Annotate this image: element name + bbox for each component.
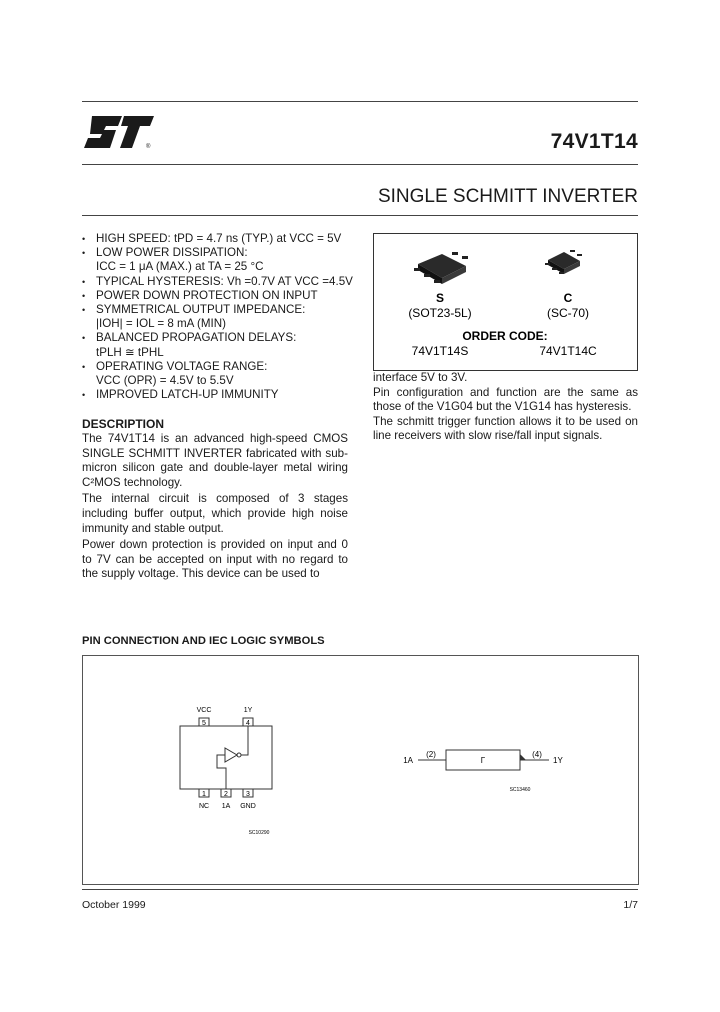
bullet-icon: • <box>82 276 86 287</box>
st-logo-icon <box>82 108 156 156</box>
feature-subitem: |IOH| = IOL = 8 mA (MIN) <box>96 317 226 331</box>
iec-output-triangle-icon <box>520 754 526 760</box>
description-paragraph: Power down protection is provided on input and 0 to 7V can be accepted on input with no regard to the supply voltage. This device can be used to <box>82 538 348 581</box>
pin-3-number: 3 <box>246 791 250 798</box>
pin-4-number: 4 <box>246 720 250 727</box>
pin-1-number: 1 <box>202 791 206 798</box>
iec-input-label: 1A <box>403 756 413 765</box>
sot23-chip-icon <box>414 252 468 284</box>
bullet-icon: • <box>82 390 86 401</box>
right-column-text <box>373 371 638 444</box>
package-s-letter: S <box>435 291 445 305</box>
feature-item: • POWER DOWN PROTECTION ON INPUT <box>82 288 318 302</box>
description-paragraph: The 74V1T14 is an advanced high-speed CMOS SINGLE SCHMITT INVERTER fabricated with sub-micron silicon gate and double-layer metal wiring C²MOS technology. <box>82 432 348 489</box>
pin-2-number: 2 <box>224 791 228 798</box>
footer-page-number: 1/7 <box>623 899 638 911</box>
sc70-chip-icon <box>545 250 582 274</box>
iec-input-pin: (2) <box>426 750 436 759</box>
feature-subitem: ICC = 1 μA (MAX.) at TA = 25 °C <box>96 260 264 274</box>
package-c-letter: C <box>563 291 573 305</box>
diagram-code-left: SC10290 <box>248 830 270 836</box>
pin-1a-label: 1A <box>221 803 231 810</box>
feature-item: • IMPROVED LATCH-UP IMMUNITY <box>82 388 279 402</box>
order-code-c: 74V1T14C <box>539 344 597 358</box>
right-paragraph: interface 5V to 3V. <box>373 371 468 384</box>
bullet-icon: • <box>82 248 86 259</box>
order-code-s: 74V1T14S <box>411 344 469 358</box>
package-drawing <box>374 234 637 370</box>
pin-vcc-label: VCC <box>196 707 212 714</box>
footer-date: October 1999 <box>82 899 146 911</box>
pin-diagram-box <box>82 655 639 885</box>
diagram-code-right: SC13460 <box>509 787 531 793</box>
registered-mark: ® <box>146 144 151 150</box>
part-number: 74V1T14 <box>550 130 638 153</box>
header-rule-mid <box>82 164 638 165</box>
feature-item: • BALANCED PROPAGATION DELAYS: <box>82 331 297 345</box>
description-heading: DESCRIPTION <box>82 417 165 431</box>
feature-subitem: VCC (OPR) = 4.5V to 5.5V <box>96 374 234 388</box>
right-paragraph: Pin configuration and function are the same as those of the V1G04 but the V1G14 has hysteresis. <box>373 385 638 414</box>
bullet-icon: • <box>82 361 86 372</box>
st-logo <box>82 108 156 156</box>
bullet-icon: • <box>82 333 86 344</box>
right-paragraph: The schmitt trigger function allows it to be used on line receivers with slow rise/fall input signals. <box>373 414 638 443</box>
feature-item: • SYMMETRICAL OUTPUT IMPEDANCE: <box>82 303 306 317</box>
pin-diagram <box>83 656 638 884</box>
bullet-icon: • <box>82 305 86 316</box>
pin-gnd-label: GND <box>240 803 256 810</box>
feature-list <box>82 232 372 402</box>
iec-output-pin: (4) <box>532 750 542 759</box>
inverter-gate-icon <box>225 748 237 762</box>
feature-item: • LOW POWER DISSIPATION: <box>82 246 248 260</box>
order-code-label: ORDER CODE: <box>462 329 548 343</box>
description-body <box>82 432 348 584</box>
feature-item: • TYPICAL HYSTERESIS: Vh =0.7V AT VCC =4.5V <box>82 274 353 288</box>
feature-subitem: tPLH ≅ tPHL <box>96 345 164 359</box>
description-paragraph: The internal circuit is composed of 3 stages including buffer output, which provide high noise immunity and stable output. <box>82 492 348 535</box>
feature-item: • OPERATING VOLTAGE RANGE: <box>82 359 268 373</box>
package-c-name: (SC-70) <box>546 306 590 320</box>
bullet-icon: • <box>82 290 86 301</box>
header-rule-bottom <box>82 215 638 216</box>
footer-rule <box>82 889 638 890</box>
iec-schmitt-symbol: Γ <box>480 756 486 765</box>
package-box <box>373 233 638 371</box>
package-s-name: (SOT23-5L) <box>408 306 472 320</box>
iec-output-label: 1Y <box>553 756 563 765</box>
pin-nc-label: NC <box>198 803 210 810</box>
bullet-icon: • <box>82 234 86 244</box>
pin-section-title: PIN CONNECTION AND IEC LOGIC SYMBOLS <box>82 635 325 647</box>
pin-5-number: 5 <box>202 720 206 727</box>
header-rule-top <box>82 101 638 102</box>
pin-1y-label: 1Y <box>243 707 253 714</box>
feature-item: • HIGH SPEED: tPD = 4.7 ns (TYP.) at VCC = 5V <box>82 232 342 245</box>
page-title: SINGLE SCHMITT INVERTER <box>377 186 638 207</box>
